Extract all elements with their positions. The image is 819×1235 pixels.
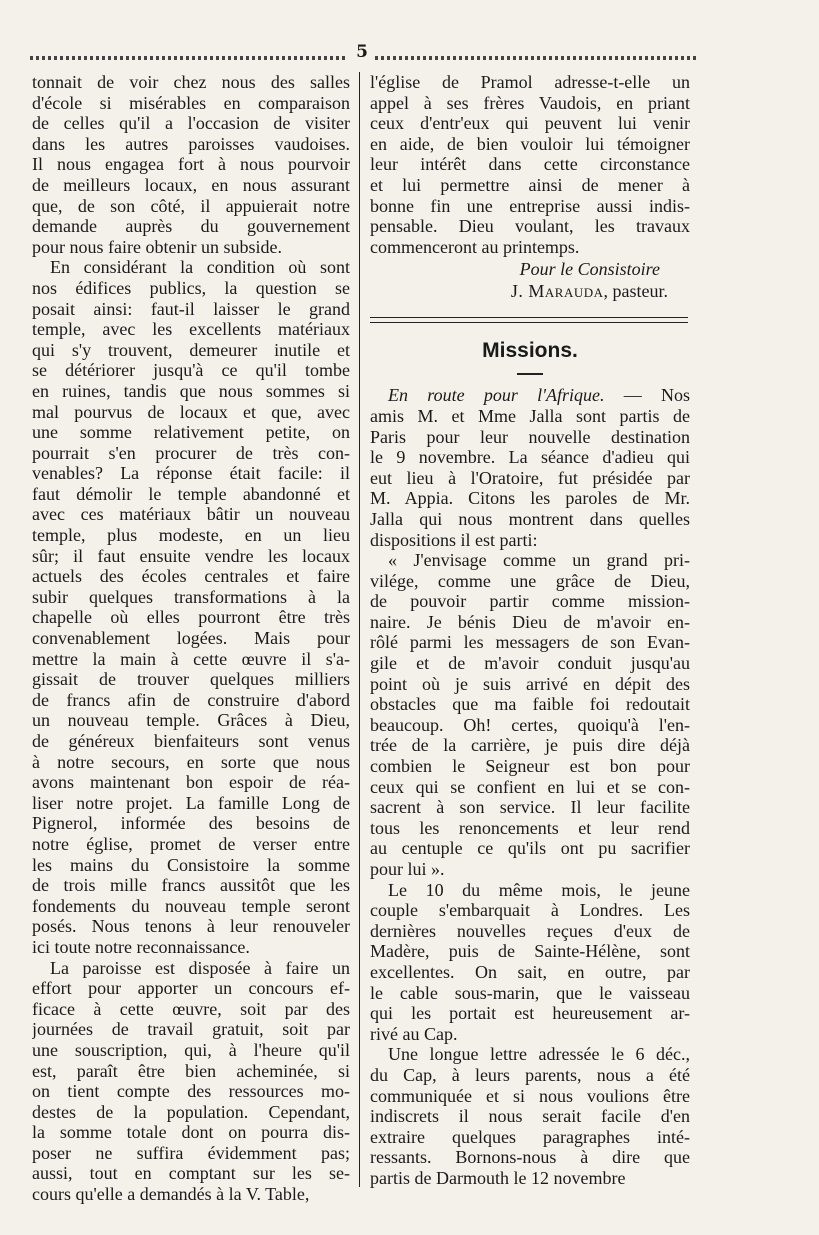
text-line: eut lieu à l'Oratoire, fut présidée par — [370, 467, 690, 488]
text-line: « J'envisage comme un grand pri- — [388, 550, 690, 571]
text-line: posait ainsi: faut-il laisser le grand — [32, 298, 350, 319]
text-line: à notre secours, en sorte que nous — [32, 751, 350, 772]
text-line: naire. Je bénis Dieu de m'avoir en- — [370, 611, 690, 632]
text-line: Pignerol, informée des besoins de — [32, 813, 350, 834]
text-line: une souscription, qui, à l'heure qu'il — [32, 1039, 350, 1060]
text-line: nos édifices publics, la question se — [32, 277, 350, 298]
page-number: 5 — [356, 42, 368, 62]
text-line: dispositions il est parti: — [370, 529, 538, 550]
text-line: Madère, puis de Sainte-Hélène, sont — [370, 941, 690, 962]
text-line: M. Appia. Citons les paroles de Mr. — [370, 488, 690, 509]
text-line: tous les renoncements et leur rend — [370, 817, 690, 838]
text-line: le 9 novembre. La séance d'adieu qui — [370, 447, 690, 468]
text-line: destes de la population. Cependant, — [32, 1101, 350, 1122]
text-line: effort pour apporter un concours ef- — [32, 978, 350, 999]
text-line: qui s'y trouvent, demeurer inutile et — [32, 339, 350, 360]
text-line: de meilleurs locaux, en nous assurant — [32, 174, 350, 195]
text-line: le cable sous-marin, que le vaisseau — [370, 982, 690, 1003]
text-line: au centuple ce qu'ils ont pu sacrifier — [370, 838, 690, 859]
text-line: un nouveau temple. Grâces à Dieu, — [32, 710, 350, 731]
text-line: sacrent à son service. Il leur facilite — [370, 797, 690, 818]
text-line: avons maintenant bon espoir de réa- — [32, 772, 350, 793]
text-line: est, paraît être bien acheminée, si — [32, 1060, 350, 1081]
text-line: subir quelques transformations à la — [32, 586, 350, 607]
text-line: de pouvoir partir comme mission- — [370, 591, 690, 612]
text-line: temple, plus modeste, en un lieu — [32, 525, 350, 546]
header-rule-left — [30, 56, 345, 60]
text-line: tonnait de voir chez nous des salles — [32, 72, 350, 92]
text-line: journées de travail gratuit, soit par — [32, 1019, 350, 1040]
section-title: Missions. — [482, 339, 578, 363]
text-line: indiscrets il nous serait facile d'en — [370, 1106, 690, 1127]
left-column — [32, 72, 350, 1205]
text-line: Jalla qui nous montrent dans quelles — [370, 508, 690, 529]
text-line: vilége, comme une grâce de Dieu, — [370, 570, 690, 591]
text-line: poser ne suffira évidemment pas; — [32, 1142, 350, 1163]
text-line: demande auprès du gouvernement — [32, 216, 350, 237]
signature-role: , pasteur. — [603, 281, 668, 302]
text-line: partis de Darmouth le 12 novembre — [370, 1167, 626, 1188]
text-line: liser notre projet. La famille Long de — [32, 792, 350, 813]
text-line: couple s'embarquait à Londres. Les — [370, 900, 690, 921]
text-line: point où je suis arrivé en dépit des — [370, 673, 690, 694]
text-line: pensable. Dieu voulant, les travaux — [370, 216, 690, 237]
text-line: de francs afin de construire d'abord — [32, 689, 350, 710]
text-line: actuels des écoles centrales et faire — [32, 566, 350, 587]
text-line: leur intérêt dans cette circonstance — [370, 154, 690, 175]
page-header — [30, 42, 796, 72]
text-line: de trois mille francs aussitôt que les — [32, 875, 350, 896]
text-line: mettre la main à cette œuvre il s'a- — [32, 648, 350, 669]
text-line: faut démolir le temple abandonné et — [32, 483, 350, 504]
text-line: ici toute notre reconnaissance. — [32, 936, 250, 957]
text-line: que, de son côté, il appuierait notre — [32, 195, 350, 216]
text-line: combien le Seigneur est bon pour — [370, 756, 690, 777]
text-line: dans les autres paroisses vaudoises. — [32, 133, 350, 154]
text-line: les mains du Consistoire la somme — [32, 854, 350, 875]
signature-line — [370, 281, 690, 303]
column-divider — [359, 72, 360, 1187]
text-line: dernières nouvelles reçues d'eux de — [370, 920, 690, 941]
text-line: trée de la carrière, je puis dire déjà — [370, 735, 690, 756]
text-line: Il nous engagea fort à nous pourvoir — [32, 154, 350, 175]
text-line: bonne fin une entreprise aussi indis- — [370, 195, 690, 216]
header-rule-right — [375, 56, 696, 60]
missions-text — [370, 385, 690, 1188]
right-column — [370, 72, 690, 1189]
text-line: rôlé parmi les messagers de son Evan- — [370, 632, 690, 653]
text-line: chapelle où elles pourront être très — [32, 607, 350, 628]
text-line: excellentes. On sait, en outre, par — [370, 961, 690, 982]
article-heading: En route pour l'Afrique. — [388, 385, 605, 406]
text-line: amis M. et Mme Jalla sont partis de — [370, 405, 690, 426]
section-divider — [370, 317, 688, 323]
text-line: ceux qui se confient en lui et se con- — [370, 776, 690, 797]
text-line: gissait de trouver quelques milliers — [32, 669, 350, 690]
text-line: mal pourvus de locaux et que, avec — [32, 401, 350, 422]
text-line: une somme relativement petite, on — [32, 422, 350, 443]
text-line: d'école si misérables en comparaison — [32, 92, 350, 113]
text-line: fondements du nouveau temple seront — [32, 895, 350, 916]
text-line: ceux d'entr'eux qui peuvent lui venir — [370, 113, 690, 134]
text-line: de celles qu'il a l'occasion de visiter — [32, 113, 350, 134]
text-line: pour nous faire obtenir un subside. — [32, 236, 282, 257]
text-line: rivé au Cap. — [370, 1023, 458, 1044]
text-line: Le 10 du même mois, le jeune — [388, 879, 690, 900]
text-line: l'église de Pramol adresse-t-elle un — [370, 72, 690, 92]
text-line: convenablement logées. Mais pour — [32, 628, 350, 649]
text-line: Une longue lettre adressée le 6 déc., — [388, 1044, 690, 1065]
text-line: de généreux bienfaiteurs sont venus — [32, 731, 350, 751]
text-line: pourrait s'en procurer de très con- — [32, 442, 350, 463]
text-line: La paroisse est disposée à faire un — [50, 957, 350, 978]
text-line: se détériorer jusqu'à ce qu'il tombe — [32, 360, 350, 381]
text-line: Paris pour leur nouvelle destination — [370, 426, 690, 447]
text-line: beaucoup. Oh! certes, quoiqu'à l'en- — [370, 714, 690, 735]
text-line: aussi, tout en comptant sur les se- — [32, 1163, 350, 1184]
signature-for: Pour le Consistoire — [519, 259, 660, 280]
text-line: en ruines, tandis que nous sommes si — [32, 380, 350, 401]
text-line: la somme totale dont on pourra dis- — [32, 1122, 350, 1143]
text-line: qui les portait est heureusement ar- — [370, 1003, 690, 1024]
text-line: venables? La réponse était facile: il — [32, 463, 350, 484]
pramol-appeal-text — [370, 72, 690, 257]
text-line: En considérant la condition où sont — [50, 257, 350, 278]
text-line: avec ces matériaux bâtir un nouveau — [32, 504, 350, 525]
text-line: du Cap, à leurs parents, nous a été — [370, 1064, 690, 1085]
title-dash — [517, 373, 543, 375]
text-line: notre église, promet de verser entre — [32, 833, 350, 854]
text-line: appel à ses frères Vaudois, en priant — [370, 92, 690, 113]
text-line: commenceront au printemps. — [370, 236, 580, 257]
text-line: gile et de m'avoir conduit jusqu'au — [370, 653, 690, 674]
text-line: en aide, de bien vouloir lui témoigner — [370, 133, 690, 154]
text-line: et lui permettre ainsi de mener à — [370, 174, 690, 195]
signature-name: J. Marauda — [510, 281, 604, 302]
text-line: temple, avec les excellents matériaux — [32, 319, 350, 340]
text-line: sûr; il faut ensuite vendre les locaux — [32, 545, 350, 566]
text-line: extraire quelques paragraphes inté- — [370, 1126, 690, 1147]
text-line: obstacles que ma faible foi redoutait — [370, 694, 690, 715]
text-line: pour lui ». — [370, 859, 445, 879]
text-line: cours qu'elle a demandés à la V. Table, — [32, 1184, 310, 1205]
text-line: communiquée et si nous voulions être — [370, 1085, 690, 1106]
text-line: ressants. Bornons-nous à dire que — [370, 1147, 690, 1168]
text-line: En route pour l'Afrique. — Nos — [388, 385, 690, 406]
text-line: on tient compte des ressources mo- — [32, 1081, 350, 1102]
text-line: ficace à cette œuvre, soit par des — [32, 998, 350, 1019]
text-line: posés. Nous tenons à leur renouveler — [32, 916, 350, 937]
